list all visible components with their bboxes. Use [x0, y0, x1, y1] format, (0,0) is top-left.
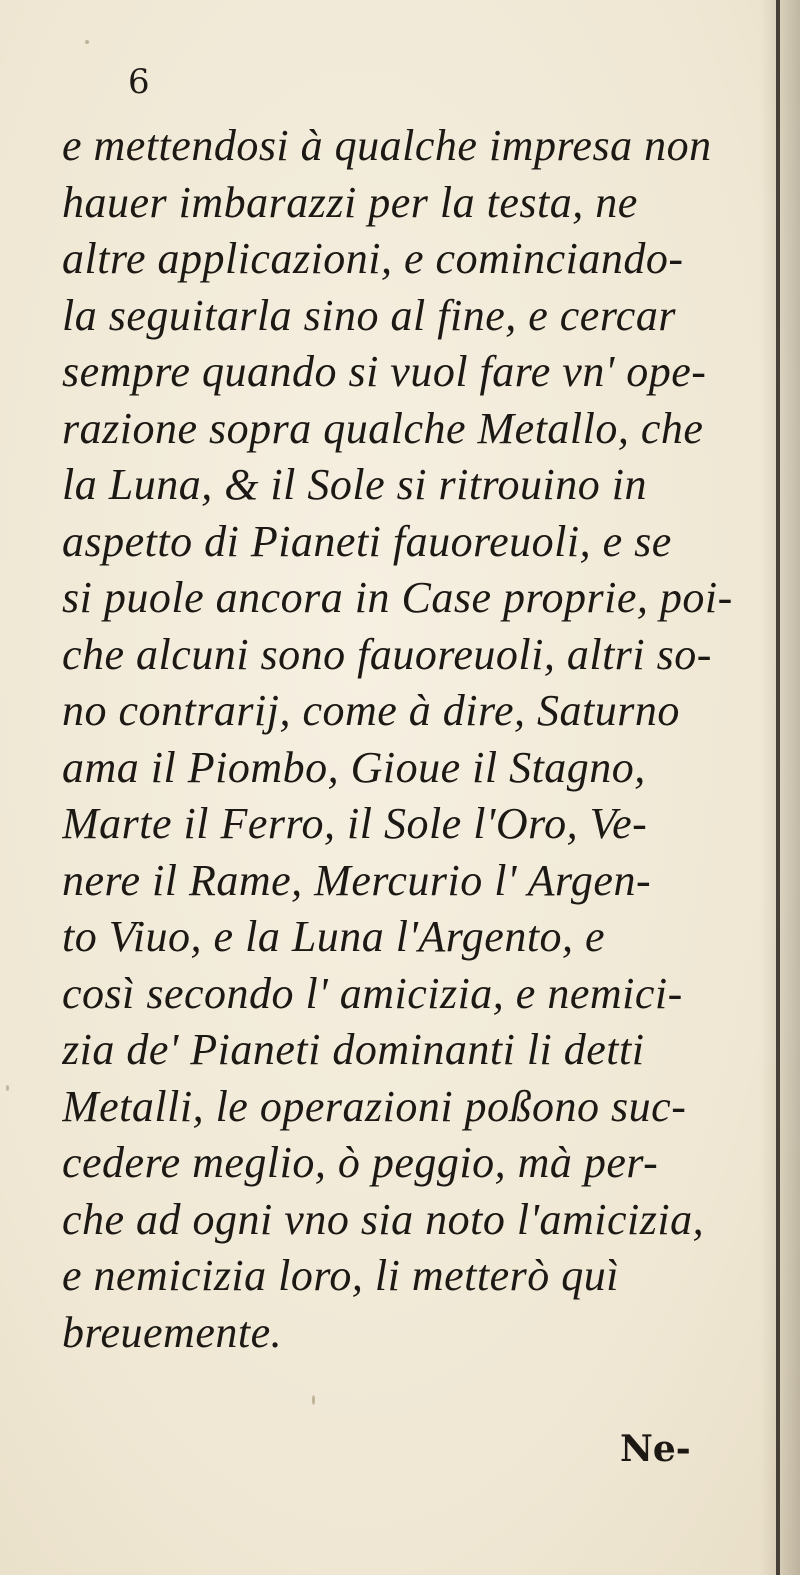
text-line: e nemicizia loro, li metterò quì — [62, 1251, 619, 1300]
text-line: ama il Piombo, Gioue il Stagno, — [62, 742, 646, 792]
catchword: Ne- — [620, 1428, 691, 1470]
text-line: altre applicazioni, e cominciando- — [62, 234, 684, 283]
text-line: così secondo l' amicizia, e nemici- — [62, 968, 683, 1018]
text-line: razione sopra qualche Metallo, che — [62, 403, 704, 453]
text-line: che ad ogni vno sia noto l'amicizia, — [62, 1194, 705, 1244]
text-line: Metalli, le operazioni poßono suc- — [62, 1081, 687, 1131]
paper-speck — [85, 40, 89, 44]
text-line: breuemente. — [62, 1307, 283, 1357]
text-line: sempre quando si vuol fare vn' ope- — [62, 347, 707, 396]
text-line: si puole ancora in Case proprie, poi- — [62, 573, 733, 622]
page-number: 6 — [128, 62, 150, 102]
binding-edge — [776, 0, 780, 1575]
text-line: no contrarij, come à dire, Saturno — [62, 686, 680, 735]
text-line: zia de' Pianeti dominanti li detti — [62, 1025, 645, 1074]
text-line: hauer imbarazzi per la testa, ne — [62, 177, 638, 227]
text-line: la seguitarla sino al fine, e cercar — [62, 290, 676, 340]
text-line: aspetto di Pianeti fauoreuoli, e se — [62, 516, 672, 566]
text-line: e mettendosi à qualche impresa non — [62, 121, 712, 170]
text-line: nere il Rame, Mercurio l' Argen- — [62, 855, 652, 905]
body-text — [62, 118, 774, 1361]
paper-speck — [312, 1395, 315, 1405]
paper-speck — [6, 1085, 9, 1091]
text-line: che alcuni sono fauoreuoli, altri so- — [62, 629, 712, 679]
text-line: to Viuo, e la Luna l'Argento, e — [62, 912, 606, 961]
text-line: Marte il Ferro, il Sole l'Oro, Ve- — [62, 799, 648, 848]
text-line: la Luna, & il Sole si ritrouino in — [62, 460, 647, 509]
text-line: cedere meglio, ò peggio, mà per- — [62, 1138, 659, 1187]
